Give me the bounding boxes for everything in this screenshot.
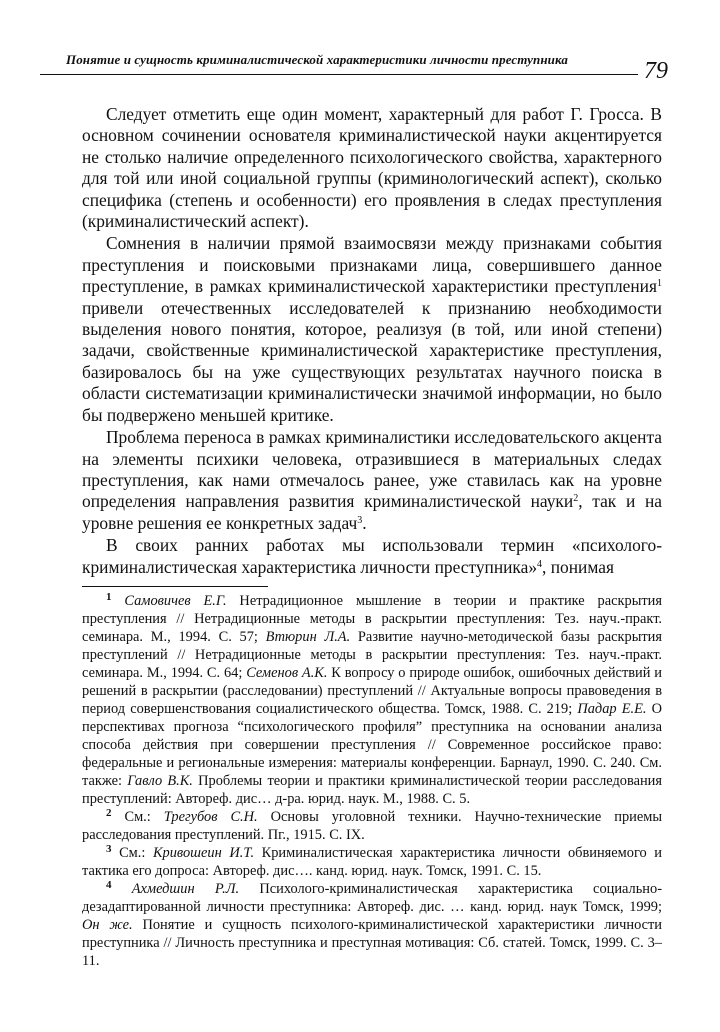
paragraph-1 [82,104,662,232]
paragraph-2-text-b: привели отечественных исследователей к признанию необходимости выделения нового понятия, которое, реализуя (в той, или иной степени) задачи, свойственные криминалистической характеристике преступления, базировалось бы на уже существующих результатах научного поиска в области систематизации криминалистически значимой информации, но было бы подвержено меньшей критике. [82,297,662,425]
footnote-ref-1[interactable]: 1 [657,278,662,290]
paragraph-3 [82,427,662,534]
footnote-3 [82,844,662,880]
footnote-1-text-3: К вопросу о природе ошибок, ошибочных действий и решений в раскрытии (расследовании) преступлений // Актуальные вопросы правоведения в период совершенствования социалистического общества. Томск, 1988. С. 219; [82,665,662,717]
running-header: Понятие и сущность криминалистической характеристики личности преступника [66,52,568,67]
page-number: 79 [644,58,668,84]
footnote-2-number: 2 [106,807,112,819]
footnote-4-author-1: Ахмедшин Р.Л. [131,881,240,897]
footnote-4-author-2: Он же. [82,917,133,933]
header-rule [40,74,638,75]
footnote-1-author-1: Самовичев Е.Г. [124,593,227,609]
footnote-1-author-2: Втюрин Л.А. [265,629,351,645]
footnotes [82,592,662,970]
paragraph-3-text-c: . [362,512,367,533]
footnote-2-text: Основы уголовной техники. Научно-технические приемы расследования преступлений. Пг., 1915. С. IX. [82,809,662,843]
footnote-1-author-5: Гавло В.К. [127,773,193,789]
footnote-4 [82,880,662,970]
paragraph-1-text: Следует отметить еще один момент, характерный для работ Г. Гросса. В основном сочинении основателя криминалистической науки акцентируется не столько наличие определенного психологического свойства, характерного для той или иной социальной группы (криминологический аспект), сколько специфика (степень и особенности) его проявления в следах преступления (криминалистический аспект). [82,104,662,232]
footnote-rule [82,586,268,587]
footnote-4-number: 4 [106,879,112,891]
paragraph-3-text-a: Проблема переноса в рамках криминалистики исследовательского акцента на элементы психики человека, отразившиеся в материальных следах преступления, как нами отмечалось ранее, уже ставилась как на уровне определения направления развития криминалистической науки [82,427,662,512]
footnote-3-prefix: См.: [111,845,153,861]
footnote-4-text-2: Понятие и сущность психолого-криминалистической характеристики личности преступника // Личность преступника и преступная мотивация: Сб. статей. Томск, 1999. С. 3–11. [82,917,663,969]
footnote-1-text-5: Проблемы теории и практики криминалистической теории расследования преступлений: Автореф. дис… д-ра. юрид. наук. М., 1988. С. 5. [82,773,662,807]
paragraph-2 [82,233,662,426]
footnote-1-text-2: Развитие научно-методической базы раскрытия преступлений // Нетрадиционные методы в раскрытии преступления: Тез. науч.-практ. семинара. М., 1994. С. 64; [82,629,662,681]
footnote-ref-2[interactable]: 2 [573,493,579,505]
footnote-ref-3[interactable]: 3 [357,514,363,526]
footnote-1-text-1: Нетрадиционное мышление в теории и практике раскрытия преступления // Нетрадиционные методы в раскрытии преступления: Тез. науч.-практ. семинара. М., 1994. С. 57; [82,593,662,645]
footnote-1-text-4: О перспективах прогноза “психологического профиля” преступника на основании анализа способа действия при совершении преступления // Современное российское право: федеральные и региональные измерения: материалы конференции. Барнаул, 1990. С. 240. См. также: [82,701,662,789]
footnote-ref-4[interactable]: 4 [537,558,543,570]
paragraph-2-text-a: Сомнения в наличии прямой взаимосвязи между признаками события преступления и поисковыми признаками лица, совершившего данное преступление, в рамках криминалистической характеристики преступления [82,233,662,297]
footnote-2 [82,808,662,844]
footnote-3-number: 3 [106,843,112,855]
footnote-2-prefix: См.: [111,809,164,825]
footnote-1 [82,592,662,808]
footnote-1-author-4: Падар Е.Е. [577,701,647,717]
footnote-1-author-3: Семенов А.К. [246,665,328,681]
main-text [82,104,662,578]
footnote-3-author: Кривошеин И.Т. [152,845,255,861]
footnote-2-author: Трегубов С.Н. [163,809,258,825]
footnote-1-number: 1 [106,591,112,603]
footnote-4-text-1: Психолого-криминалистическая характеристика социально-дезадаптированной личности преступника: Автореф. дис. … канд. юрид. наук Томск, 1999; [82,881,662,915]
paragraph-3-text-b: , так и на уровне решения ее конкретных задач [82,491,663,533]
paragraph-4-text-b: , понимая [542,556,614,577]
footnote-3-text: Криминалистическая характеристика личности обвиняемого и тактика его допроса: Автореф. дис…. канд. юрид. наук. Томск, 1991. С. 15. [82,845,662,879]
paragraph-4 [82,535,662,578]
paragraph-4-text-a: В своих ранних работах мы использовали термин «психолого-криминалистическая характеристика личности преступника» [82,535,662,577]
